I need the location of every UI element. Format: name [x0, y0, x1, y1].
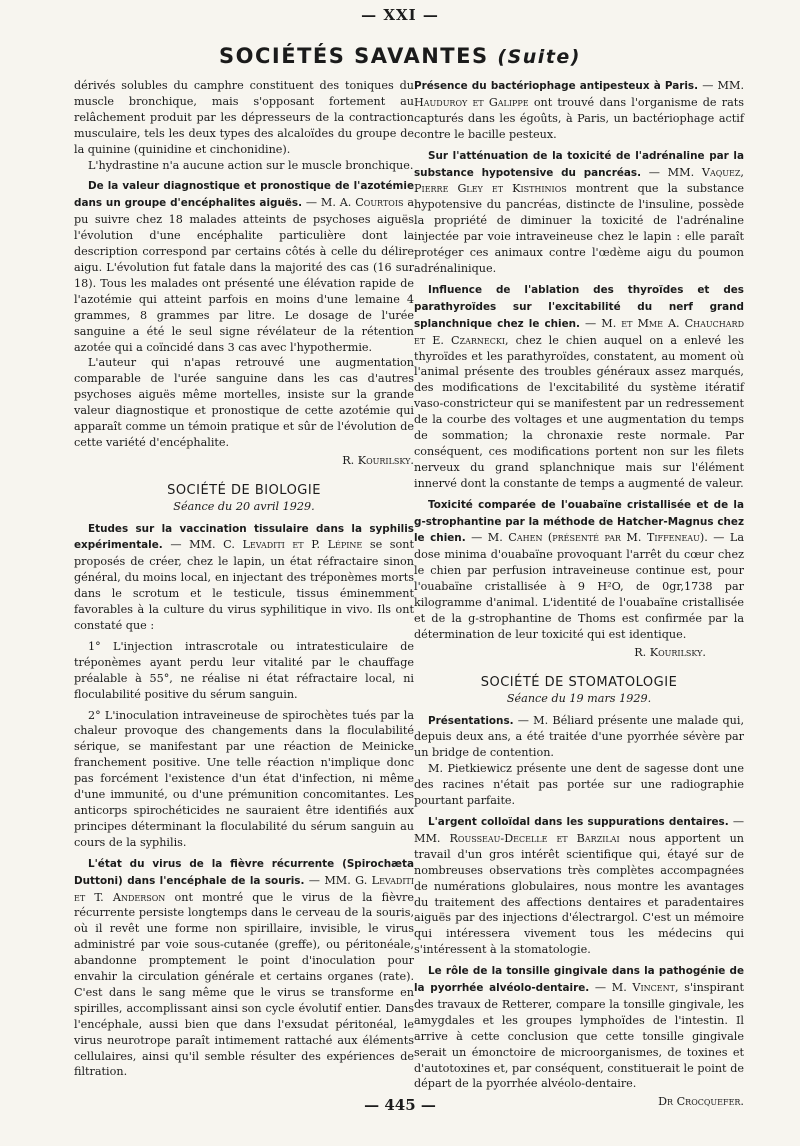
- article-author: — MM. C. Levaditi et P. Lépine: [170, 538, 363, 552]
- article-author: — MM. Vaquez, Pierre Gley et Kisthinios: [414, 165, 744, 196]
- article-text: chez le chien auquel on a enlevé les thyroïdes et les parathyroïdes, constatent, au moment où l'animal présente des troubles généraux assez marqués, des modifications de l'excitabilité du système itératif vaso-constricteur qui se manifestent par un redressement de la courbe des voltages et une augmentation du temps de sommation; la chronaxie reste normale. Par conséquent, ces modifications portent non sur les filets nerveux du grand splanchnique mais sur l'élément innervé dont la constante de temps a augmenté de valeur.: [414, 333, 744, 490]
- article-title: Influence de l'ablation des thyroïdes et des parathyroïdes sur l'excitabilité du nerf grand splanchnique chez le chien.: [414, 283, 744, 330]
- article-adrenaline: [414, 148, 744, 277]
- paragraph: M. Pietkiewicz présente une dent de sagesse dont une des racines n'était pas portée sur une radiographie pourtant parfaite.: [414, 762, 744, 808]
- article-title: Présentations.: [428, 714, 514, 727]
- article-text: — M. Béliard présente une malade qui, depuis deux ans, a été traitée d'une pyorrhée sévère par un bridge de contention.: [414, 713, 744, 760]
- title-text: SOCIÉTÉS SAVANTES: [219, 44, 489, 68]
- article-argent-colloidal: [414, 814, 744, 958]
- article-author: — MM. Rousseau-Decelle et Barzilai: [414, 814, 744, 845]
- list-item: 2° L'inoculation intraveineuse de spirochètes tués par la chaleur provoque des changements dans la floculabilité sérique, se manifestant par une réaction de Meinicke franchement positive. Une telle réaction n'implique donc pas forcément l'existence d'un état d'infection, ni même d'une immunité, ou d'une prémunition concomitantes. Les anticorps spirochéticides ne sauraient être identifiés aux principes déterminant la floculabilité du sérum sanguin au cours de la syphilis.: [74, 708, 414, 849]
- article-author: — MM. Hauduroy et Galippe: [414, 79, 744, 109]
- article-text: se sont proposés de créer, chez le lapin, un état réfractaire sinon général, du moins local, en injectant des tréponèmes morts dans le scrotum et le testicule, tissus éminemment favorables à la culture du virus syphilitique in vivo. Ils ont constaté que :: [74, 538, 414, 632]
- article-text: s'inspirant des travaux de Retterer, compare la tonsille gingivale, les amygdales et les groupes lymphoïdes de l'intestin. Il arrive à cette conclusion que cette tonsille gingivale serait un émonctoire de microorganismes, de toxines et d'autotoxines et, par conséquent, constituerait le point de départ de la pyorrhée alvéolo-dentaire.: [414, 981, 745, 1091]
- article-thyroides: [414, 282, 744, 492]
- signature: R. Kourilsky.: [634, 645, 706, 659]
- article-ouabaine: [414, 497, 744, 643]
- section-date: Séance du 19 mars 1929.: [506, 691, 652, 705]
- article-title: Toxicité comparée de l'ouabaïne cristallisée et de la g-strophantine par la méthode de Hatcher-Magnus chez le chien.: [414, 498, 744, 545]
- article-author: — M. et Mme A. Chauchard et E. Czarnecki,: [414, 316, 744, 347]
- article-presentations: [414, 713, 744, 762]
- article-text: a pu suivre chez 18 malades atteints de psychoses aiguës l'évolution d'une encéphalite particulière dont la description correspond par certains côtés à celle du délire aigu. L'évolution fut fatale dans la majorité des cas (16 sur 18). Tous les malades ont présenté une élévation rapide de l'azotémie qui atteint parfois en moins d'une lemaine 4 grammes, 8 grammes par litre. Le dosage de l'urée sanguine a été le seul signe révélateur de la rétention azotée qui a coïncidé dans 3 cas avec l'hypothermie.: [74, 196, 414, 354]
- article-author: — MM. G. Levaditi et T. Anderson: [74, 873, 414, 904]
- article-title: Etudes sur la vaccination tissulaire dans la syphilis expérimentale.: [74, 522, 414, 552]
- article-text: ont montré que le virus de la fièvre récurrente persiste longtemps dans le cerveau de la souris, où il revêt une forme non spirillaire, invisible, le virus administré par voie sous-cutanée (greffe), ou péritonéale, abandonne promptement le point d'inoculation pour envahir la circulation générale et certains organes (rate). C'est dans le sang même que le virus se transforme en spirilles, accomplissant ainsi son cycle évolutif entier. Dans l'encéphale, aussi bien que dans l'exsudat péritonéal, le virus neurotrope paraît intimement rattaché aux éléments cellulaires, ainsi qu'il semble résulter des expériences de filtration.: [74, 890, 414, 1079]
- list-item: 1° L'injection intrascrotale ou intratesticulaire de tréponèmes ayant perdu leur vitalité par le chauffage préalable à 55°, ne réalise ni état réfractaire local, ni floculabilité positive du sérum sanguin.: [74, 639, 414, 701]
- article-tonsille: [414, 963, 744, 1092]
- section-title-stomatologie: SOCIÉTÉ DE STOMATOLOGIE: [480, 674, 678, 690]
- section-title-biologie: SOCIÉTÉ DE BIOLOGIE: [167, 482, 321, 498]
- page-title: [0, 44, 800, 68]
- article-text: montrent que la substance hypotensive du pancréas, distincte de l'insuline, possède la propriété de diminuer la toxicité de l'adrénaline injectée par voie intraveineuse chez le lapin : elle paraît protéger ces animaux contre l'œdème aigu du poumon adrénalinique.: [414, 182, 744, 275]
- article-text: — La dose minima d'ouabaïne provoquant l'arrêt du cœur chez le chien par perfusion intraveineuse continue est, pour l'ouabaïne cristallisée à 9 H²O, de 0gr,1738 par kilogramme d'animal. L'identité de l'ouabaïne cristallisée et de la g-strophantine de Thoms est confirmée par la détermination de leur toxicité qui est identique.: [414, 531, 744, 641]
- roman-page-number: — XXI —: [361, 6, 439, 24]
- article-title: De la valeur diagnostique et pronostique de l'azotémie dans un groupe d'encéphalites aiguës.: [74, 180, 414, 210]
- article-text: ont trouvé dans l'organisme de rats capturés dans les égoûts, à Paris, un bactériophage actif contre le bacille pesteux.: [414, 95, 744, 141]
- paragraph: L'auteur qui n'apas retrouvé une augmentation comparable de l'urée sanguine dans les cas d'autres psychoses aiguës même mortelles, insiste sur la grande valeur diagnostique et pronostique de cette azotémie qui apparaît comme un témoin pratique et sûr de l'évolution de cette variété d'encéphalite.: [74, 356, 414, 449]
- article-fievre-recurrente: [74, 856, 414, 1081]
- article-title: Présence du bactériophage antipesteux à Paris.: [414, 80, 699, 92]
- article-author: — M. Cahen (présenté par M. Tiffeneau).: [471, 531, 708, 545]
- article-text: nous apportent un travail d'un gros intérêt scientifique qui, étayé sur de nombreuses observations très complètes accompagnées de numérations globulaires, nous montre les avantages du traitement des affections dentaires et paradentaires aiguës par des injections d'électrargol. C'est un mémoire qui intéressera vivement tous les médecins qui s'intéressent à la stomatologie.: [414, 831, 744, 957]
- article-author: — M. A. Courtois: [305, 196, 404, 210]
- title-suite: (Suite): [497, 46, 581, 68]
- article-bacteriophage: [414, 78, 744, 143]
- signature: R. Kourilsky.: [342, 453, 414, 467]
- section-date: Séance du 20 avril 1929.: [173, 499, 315, 513]
- article-title: Sur l'atténuation de la toxicité de l'adrénaline par la substance hypotensive du pancréas.: [414, 149, 744, 179]
- paragraph: dérivés solubles du camphre constituent des toniques du muscle bronchique, mais s'opposant fortement au relâchement produit par les dépresseurs de la contraction musculaire, tels les deux types des alcaloïdes du groupe de la quinine (quinidine et cinchonidine).: [74, 79, 414, 156]
- right-column: [414, 78, 744, 1110]
- article-vaccination: [74, 521, 414, 634]
- article-azotemie: [74, 178, 414, 355]
- article-author: — M. Vincent,: [594, 981, 679, 995]
- article-title: L'état du virus de la fièvre récurrente (Spirochæta Duttoni) dans l'encéphale de la souris.: [74, 857, 414, 887]
- paragraph: L'hydrastine n'a aucune action sur le muscle bronchique.: [88, 158, 414, 172]
- left-column: [74, 78, 414, 1080]
- article-title: Le rôle de la tonsille gingivale dans la pathogénie de la pyorrhée alvéolo-dentaire.: [414, 965, 744, 995]
- signature: Dr Crocquefer.: [658, 1095, 744, 1109]
- page-number: — 445 —: [364, 1096, 436, 1114]
- article-title: L'argent colloïdal dans les suppurations dentaires.: [428, 815, 729, 828]
